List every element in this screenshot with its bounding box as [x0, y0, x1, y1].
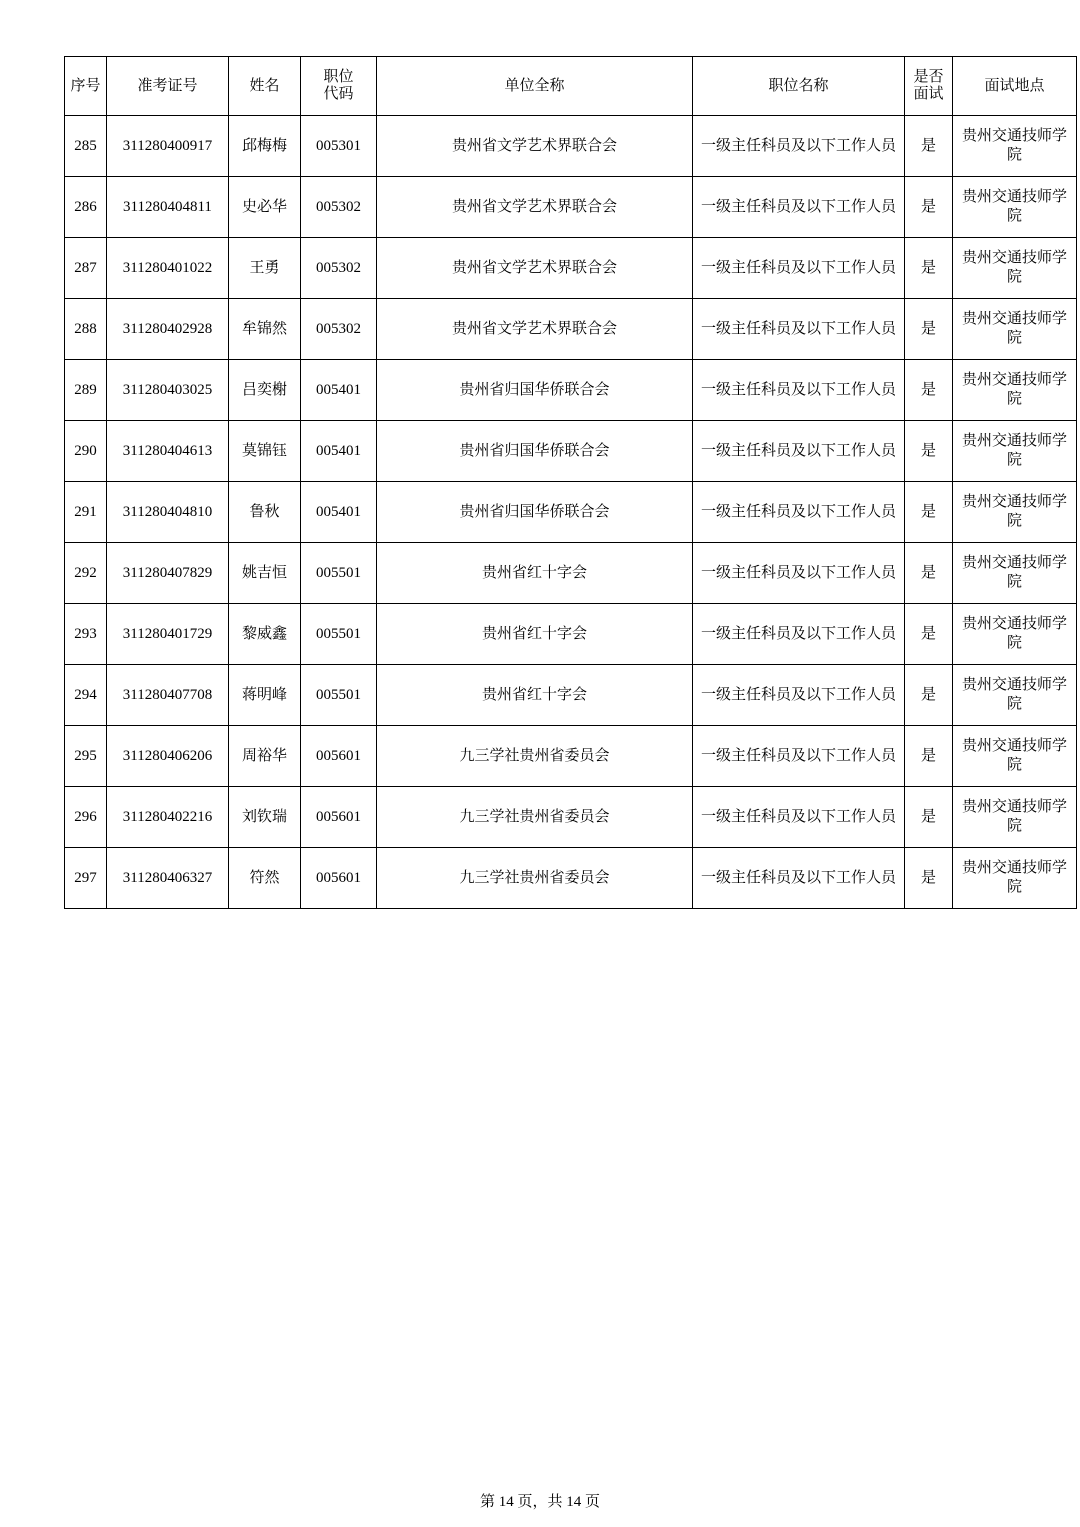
cell-interview-place: 贵州交通技师学院	[953, 299, 1077, 360]
column-header-interview-line2: 面试	[913, 86, 944, 102]
cell-seq: 296	[65, 787, 107, 848]
cell-interview: 是	[905, 604, 953, 665]
cell-organization: 贵州省归国华侨联合会	[377, 360, 693, 421]
cell-position-name: 一级主任科员及以下工作人员	[693, 848, 905, 909]
cell-admission-number: 311280406206	[107, 726, 229, 787]
column-header-position-name: 职位名称	[693, 57, 905, 116]
cell-interview-place: 贵州交通技师学院	[953, 848, 1077, 909]
cell-interview-place: 贵州交通技师学院	[953, 238, 1077, 299]
cell-position-code: 005301	[301, 116, 377, 177]
cell-admission-number: 311280406327	[107, 848, 229, 909]
cell-interview: 是	[905, 360, 953, 421]
column-header-interview-place: 面试地点	[953, 57, 1077, 116]
cell-name: 王勇	[229, 238, 301, 299]
cell-admission-number: 311280407829	[107, 543, 229, 604]
cell-name: 莫锦钰	[229, 421, 301, 482]
cell-name: 周裕华	[229, 726, 301, 787]
cell-interview: 是	[905, 543, 953, 604]
cell-interview: 是	[905, 421, 953, 482]
cell-admission-number: 311280402928	[107, 299, 229, 360]
cell-organization: 贵州省红十字会	[377, 665, 693, 726]
cell-interview-place: 贵州交通技师学院	[953, 726, 1077, 787]
column-header-organization: 单位全称	[377, 57, 693, 116]
table-row	[65, 238, 1077, 299]
cell-position-code: 005501	[301, 665, 377, 726]
cell-position-code: 005601	[301, 787, 377, 848]
cell-position-name: 一级主任科员及以下工作人员	[693, 177, 905, 238]
cell-admission-number: 311280403025	[107, 360, 229, 421]
cell-organization: 贵州省红十字会	[377, 543, 693, 604]
cell-name: 蒋明峰	[229, 665, 301, 726]
cell-interview: 是	[905, 665, 953, 726]
cell-organization: 九三学社贵州省委员会	[377, 726, 693, 787]
cell-position-code: 005401	[301, 421, 377, 482]
cell-admission-number: 311280401729	[107, 604, 229, 665]
cell-interview: 是	[905, 787, 953, 848]
table-row	[65, 604, 1077, 665]
cell-interview: 是	[905, 482, 953, 543]
column-header-position-code-line2: 代码	[323, 86, 354, 102]
cell-position-code: 005302	[301, 299, 377, 360]
cell-seq: 297	[65, 848, 107, 909]
cell-interview: 是	[905, 299, 953, 360]
cell-interview: 是	[905, 177, 953, 238]
cell-interview-place: 贵州交通技师学院	[953, 604, 1077, 665]
column-header-interview	[905, 57, 953, 116]
column-header-name: 姓名	[229, 57, 301, 116]
cell-admission-number: 311280404811	[107, 177, 229, 238]
cell-seq: 290	[65, 421, 107, 482]
cell-organization: 贵州省红十字会	[377, 604, 693, 665]
cell-position-code: 005601	[301, 726, 377, 787]
column-header-admission-number: 准考证号	[107, 57, 229, 116]
cell-seq: 288	[65, 299, 107, 360]
cell-seq: 292	[65, 543, 107, 604]
cell-interview-place: 贵州交通技师学院	[953, 787, 1077, 848]
table-row	[65, 421, 1077, 482]
cell-interview-place: 贵州交通技师学院	[953, 360, 1077, 421]
cell-name: 吕奕榭	[229, 360, 301, 421]
footer-page-text: 第 14 页，共 14 页	[479, 1494, 600, 1510]
cell-organization: 贵州省归国华侨联合会	[377, 421, 693, 482]
cell-seq: 287	[65, 238, 107, 299]
cell-position-name: 一级主任科员及以下工作人员	[693, 482, 905, 543]
table-row	[65, 787, 1077, 848]
column-header-position-code-line1: 职位	[323, 68, 354, 85]
column-header-seq: 序号	[65, 57, 107, 116]
cell-interview-place: 贵州交通技师学院	[953, 177, 1077, 238]
cell-interview: 是	[905, 848, 953, 909]
cell-position-code: 005501	[301, 604, 377, 665]
cell-interview-place: 贵州交通技师学院	[953, 421, 1077, 482]
table-header-row	[65, 57, 1077, 116]
cell-position-name: 一级主任科员及以下工作人员	[693, 116, 905, 177]
cell-position-code: 005302	[301, 177, 377, 238]
cell-position-name: 一级主任科员及以下工作人员	[693, 604, 905, 665]
cell-admission-number: 311280400917	[107, 116, 229, 177]
cell-admission-number: 311280404810	[107, 482, 229, 543]
cell-name: 史必华	[229, 177, 301, 238]
cell-organization: 九三学社贵州省委员会	[377, 787, 693, 848]
cell-seq: 295	[65, 726, 107, 787]
cell-position-code: 005401	[301, 482, 377, 543]
cell-organization: 贵州省文学艺术界联合会	[377, 299, 693, 360]
cell-position-name: 一级主任科员及以下工作人员	[693, 787, 905, 848]
cell-position-code: 005601	[301, 848, 377, 909]
cell-seq: 291	[65, 482, 107, 543]
table-row	[65, 726, 1077, 787]
cell-position-name: 一级主任科员及以下工作人员	[693, 299, 905, 360]
cell-position-name: 一级主任科员及以下工作人员	[693, 360, 905, 421]
cell-organization: 贵州省文学艺术界联合会	[377, 116, 693, 177]
column-header-interview-line1: 是否	[913, 68, 944, 85]
table-body	[65, 116, 1077, 909]
page-footer	[0, 1490, 1080, 1511]
cell-seq: 286	[65, 177, 107, 238]
cell-position-name: 一级主任科员及以下工作人员	[693, 543, 905, 604]
cell-admission-number: 311280402216	[107, 787, 229, 848]
table-row	[65, 177, 1077, 238]
cell-position-code: 005401	[301, 360, 377, 421]
cell-organization: 九三学社贵州省委员会	[377, 848, 693, 909]
cell-interview: 是	[905, 238, 953, 299]
table-row	[65, 116, 1077, 177]
cell-interview-place: 贵州交通技师学院	[953, 116, 1077, 177]
cell-position-name: 一级主任科员及以下工作人员	[693, 665, 905, 726]
cell-interview-place: 贵州交通技师学院	[953, 543, 1077, 604]
cell-seq: 294	[65, 665, 107, 726]
cell-seq: 285	[65, 116, 107, 177]
column-header-position-code	[301, 57, 377, 116]
table-row	[65, 543, 1077, 604]
table-row	[65, 848, 1077, 909]
cell-position-name: 一级主任科员及以下工作人员	[693, 238, 905, 299]
cell-name: 鲁秋	[229, 482, 301, 543]
cell-interview-place: 贵州交通技师学院	[953, 665, 1077, 726]
cell-name: 黎威鑫	[229, 604, 301, 665]
cell-organization: 贵州省归国华侨联合会	[377, 482, 693, 543]
cell-name: 刘钦瑞	[229, 787, 301, 848]
cell-name: 牟锦然	[229, 299, 301, 360]
cell-position-code: 005302	[301, 238, 377, 299]
cell-interview: 是	[905, 726, 953, 787]
cell-name: 邱梅梅	[229, 116, 301, 177]
cell-position-code: 005501	[301, 543, 377, 604]
cell-name: 符然	[229, 848, 301, 909]
cell-position-name: 一级主任科员及以下工作人员	[693, 421, 905, 482]
table-row	[65, 665, 1077, 726]
cell-interview-place: 贵州交通技师学院	[953, 482, 1077, 543]
cell-seq: 289	[65, 360, 107, 421]
table-row	[65, 360, 1077, 421]
table-row	[65, 299, 1077, 360]
table-row	[65, 482, 1077, 543]
cell-organization: 贵州省文学艺术界联合会	[377, 238, 693, 299]
cell-admission-number: 311280407708	[107, 665, 229, 726]
cell-admission-number: 311280401022	[107, 238, 229, 299]
cell-name: 姚吉恒	[229, 543, 301, 604]
cell-admission-number: 311280404613	[107, 421, 229, 482]
cell-interview: 是	[905, 116, 953, 177]
cell-seq: 293	[65, 604, 107, 665]
cell-position-name: 一级主任科员及以下工作人员	[693, 726, 905, 787]
candidate-roster-table	[64, 56, 1077, 909]
cell-organization: 贵州省文学艺术界联合会	[377, 177, 693, 238]
